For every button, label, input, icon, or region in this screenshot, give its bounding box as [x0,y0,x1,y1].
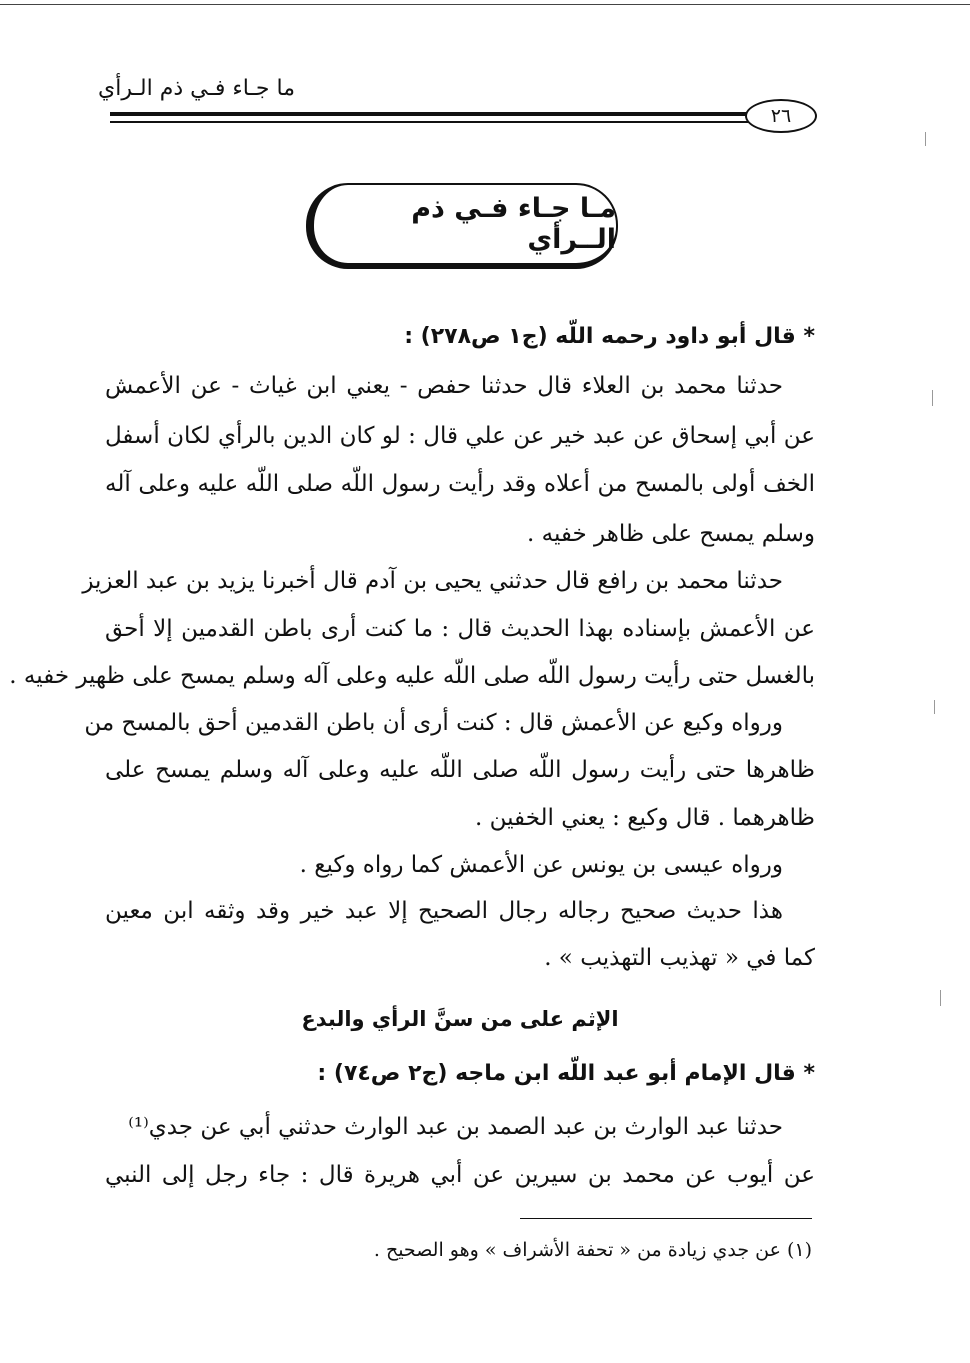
scan-mark [932,390,933,406]
text-line: ورواه وكيع عن الأعمش قال : كنت أرى أن باطن القدمين أحق بالمسح من [84,710,783,736]
text-line: ظاهرها حتى رأيت رسول اللّه صلى اللّه عليه وعلى آله وسلم يمسح على [105,757,815,783]
text-line: وسلم يمسح على ظاهر خفيه . [527,521,815,547]
text-line: حدثنا عبد الوارث بن عبد الصمد بن عبد الوارث حدثني أبي عن جدي⁽¹⁾ [128,1114,783,1140]
chapter-title: مـا جـاء فـي ذم الــرأي [306,183,618,269]
header-rule-thick [110,112,750,116]
section-intro: * قال أبو داود رحمه اللّه (ج١ ص٢٧٨) : [404,324,815,349]
sub-heading: الإثم على من سنَّ الرأي والبدع [301,1007,619,1031]
text-line: حدثنا محمد بن رافع قال حدثني يحيى بن آدم قال أخبرنا يزيد بن عبد العزيز [82,568,783,594]
text-line: ظاهرهما . قال وكيع : يعني الخفين . [474,805,815,831]
text-line: هذا حديث صحيح رجاله رجال الصحيح إلا عبد خير وقد وثقه ابن معين [105,898,783,924]
scan-mark [925,132,926,146]
text-line: عن أبي إسحاق عن عبد خير عن علي قال : لو كان الدين بالرأي لكان أسفل [105,423,815,449]
text-line: الخف أولى بالمسح من أعلاه وقد رأيت رسول اللّه صلى اللّه عليه وعلى آله [105,471,815,497]
footnote-separator [520,1218,812,1219]
footnote: (١) عن جدي زيادة من « تحفة الأشراف » وهو الصحيح . [373,1239,812,1261]
text-line: بالغسل حتى رأيت رسول اللّه صلى اللّه عليه وعلى آله وسلم يمسح على ظهير خفيه . [9,663,815,689]
scan-mark [934,700,935,714]
text-line: كما في « تهذيب التهذيب » . [544,945,815,971]
text-line: حدثنا محمد بن العلاء قال حدثنا حفص - يعني ابن غياث - عن الأعمش [105,373,783,399]
section-intro: * قال الإمام أبو عبد اللّه ابن ماجه (ج٢ ص٧٤) : [317,1061,815,1086]
page-number: ٢٦ [745,99,817,133]
running-title: ما جـاء فـي ذم الـرأي [97,76,295,101]
text-line: عن الأعمش بإسناده بهذا الحديث قال : ما كنت أرى باطن القدمين إلا أحق [105,616,815,642]
text-line: عن أيوب عن محمد بن سيرين عن أبي هريرة قال : جاء رجل إلى النبي [105,1162,815,1188]
header-rule-thin [110,121,750,123]
text-line: ورواه عيسى بن يونس عن الأعمش كما رواه وكيع . [299,852,783,878]
page-top-edge [0,4,970,5]
scan-mark [940,990,941,1006]
